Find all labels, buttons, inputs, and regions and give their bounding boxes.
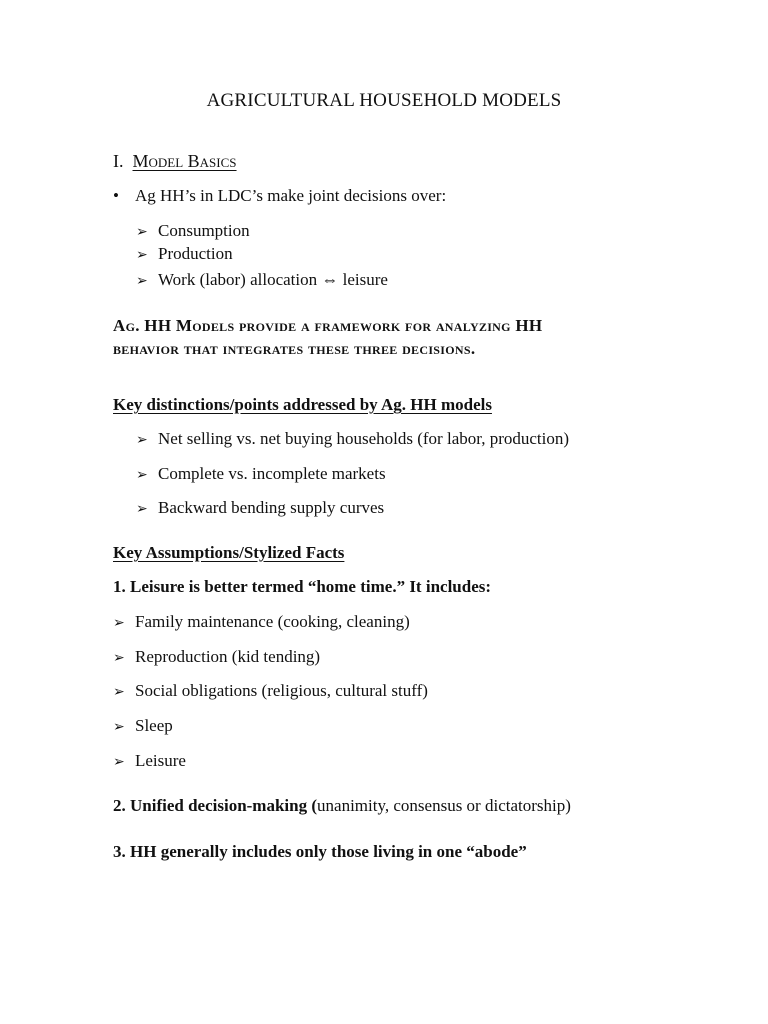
bullet-icon: • xyxy=(113,186,119,205)
list-item: ➢ Work (labor) allocation ⇔ leisure xyxy=(136,270,388,289)
framework-statement-line1: Ag. HH Models provide a framework for analyzing HH xyxy=(113,316,543,335)
distinctions-heading: Key distinctions/points addressed by Ag. HH models xyxy=(113,395,492,414)
arrowhead-icon: ➢ xyxy=(136,432,148,448)
arrowhead-icon: ➢ xyxy=(113,754,125,770)
list-item: ➢ Complete vs. incomplete markets xyxy=(136,464,386,483)
arrowhead-icon: ➢ xyxy=(136,501,148,517)
assumption-point-1: 1. Leisure is better termed “home time.” It includes: xyxy=(113,577,492,596)
assumptions-heading: Key Assumptions/Stylized Facts xyxy=(113,543,345,562)
framework-statement-line2: behavior that integrates these three decisions. xyxy=(113,339,476,358)
list-item: ➢ Sleep xyxy=(113,716,173,735)
page-title: AGRICULTURAL HOUSEHOLD MODELS xyxy=(206,90,562,111)
arrowhead-icon: ➢ xyxy=(113,615,125,631)
list-item: ➢ Leisure xyxy=(113,751,186,770)
arrowhead-icon: ➢ xyxy=(136,247,148,263)
arrowhead-icon: ➢ xyxy=(113,684,125,700)
assumption-point-2: 2. Unified decision-making (unanimity, consensus or dictatorship) xyxy=(113,796,571,815)
list-item: ➢ Family maintenance (cooking, cleaning) xyxy=(113,612,410,631)
list-item: ➢ Backward bending supply curves xyxy=(136,498,385,517)
arrowhead-icon: ➢ xyxy=(136,224,148,240)
section-title: Model Basics xyxy=(132,151,237,171)
section-numeral: I. xyxy=(113,151,124,171)
list-item: ➢ Reproduction (kid tending) xyxy=(113,647,321,666)
arrowhead-icon: ➢ xyxy=(113,719,125,735)
list-item: ➢ Production xyxy=(136,244,233,263)
arrowhead-icon: ➢ xyxy=(136,467,148,483)
section-heading-model-basics xyxy=(113,151,237,172)
list-item: ➢ Net selling vs. net buying households (for labor, production) xyxy=(136,429,570,448)
list-item: ➢ Social obligations (religious, cultural stuff) xyxy=(113,681,428,700)
list-item: • Ag HH’s in LDC’s make joint decisions over: xyxy=(113,186,447,205)
list-item: ➢ Consumption xyxy=(136,221,250,240)
arrowhead-icon: ➢ xyxy=(113,650,125,666)
assumption-point-3: 3. HH generally includes only those living in one “abode” xyxy=(113,842,527,861)
arrowhead-icon: ➢ xyxy=(136,273,148,289)
